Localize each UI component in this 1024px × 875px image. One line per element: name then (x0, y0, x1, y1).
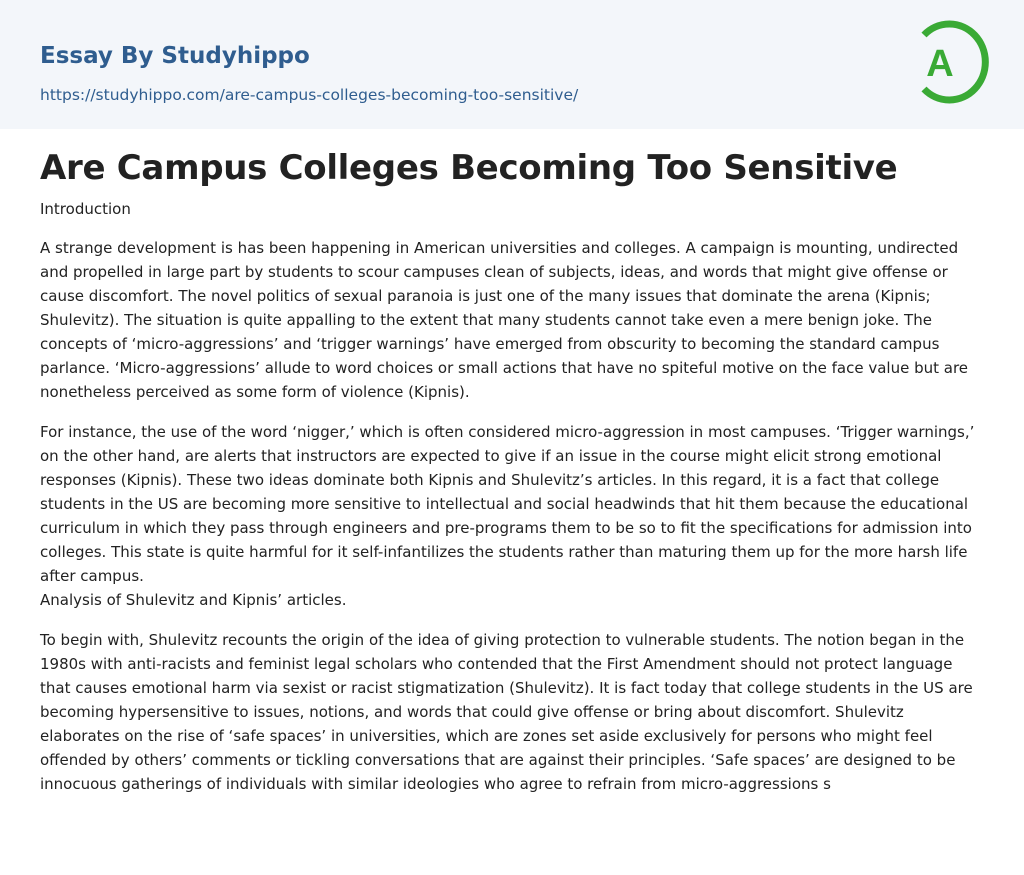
essay-title: Are Campus Colleges Becoming Too Sensitive (40, 148, 898, 188)
site-header (0, 0, 1024, 129)
essay-body (40, 199, 980, 812)
intro-label: Introduction (40, 200, 131, 218)
logo-letter: A (926, 43, 954, 85)
site-brand[interactable]: Essay By Studyhippo (40, 43, 310, 69)
analysis-subheading: Analysis of Shulevitz and Kipnis’ articles. (40, 591, 347, 609)
logo-icon[interactable] (906, 17, 992, 107)
essay-paragraph-2: For instance, the use of the word ‘nigger,’ which is often considered micro-aggression in most campuses. ‘Trigger warnings,’ on the other hand, are alerts that instructors are expected to give if an issue in the course might elicit strong emotional responses (Kipnis). These two ideas dominate both Kipnis and Shulevitz’s articles. In this regard, it is a fact that college students in the US are becoming more sensitive to intellectual and social headwinds that hit them because the educational curriculum in which they pass through engineers and pre-programs them to be so to fit the specifications for admission into colleges. This state is quite harmful for it self-infantilizes the students rather than maturing them up for the more harsh life after campus. (40, 423, 975, 585)
essay-url-link[interactable]: https://studyhippo.com/are-campus-colleges-becoming-too-sensitive/ (40, 86, 579, 104)
essay-paragraph-3: To begin with, Shulevitz recounts the origin of the idea of giving protection to vulnerable students. The notion began in the 1980s with anti-racists and feminist legal scholars who contended that the First Amendment should not protect language that causes emotional harm via sexist or racist stigmatization (Shulevitz). It is fact today that college students in the US are becoming hypersensitive to issues, notions, and words that could give offense or bring about discomfort. Shulevitz elaborates on the rise of ‘safe spaces’ in universities, which are zones set aside exclusively for persons who might feel offended by others’ comments or tickling conversations that are against their principles. ‘Safe spaces’ are designed to be innocuous gatherings of individuals with similar ideologies who agree to refrain from micro-aggressions s (40, 631, 973, 793)
essay-paragraph-1: A strange development is has been happening in American universities and colleges. A campaign is mounting, undirected and propelled in large part by students to scour campuses clean of subjects, ideas, and words that might give offense or cause discomfort. The novel politics of sexual paranoia is just one of the many issues that dominate the arena (Kipnis; Shulevitz). The situation is quite appalling to the extent that many students cannot take even a mere benign joke. The concepts of ‘micro-aggressions’ and ‘trigger warnings’ have emerged from obscurity to becoming the standard campus parlance. ‘Micro-aggressions’ allude to word choices or small actions that have no spiteful motive on the face value but are nonetheless perceived as some form of violence (Kipnis). (40, 239, 969, 401)
